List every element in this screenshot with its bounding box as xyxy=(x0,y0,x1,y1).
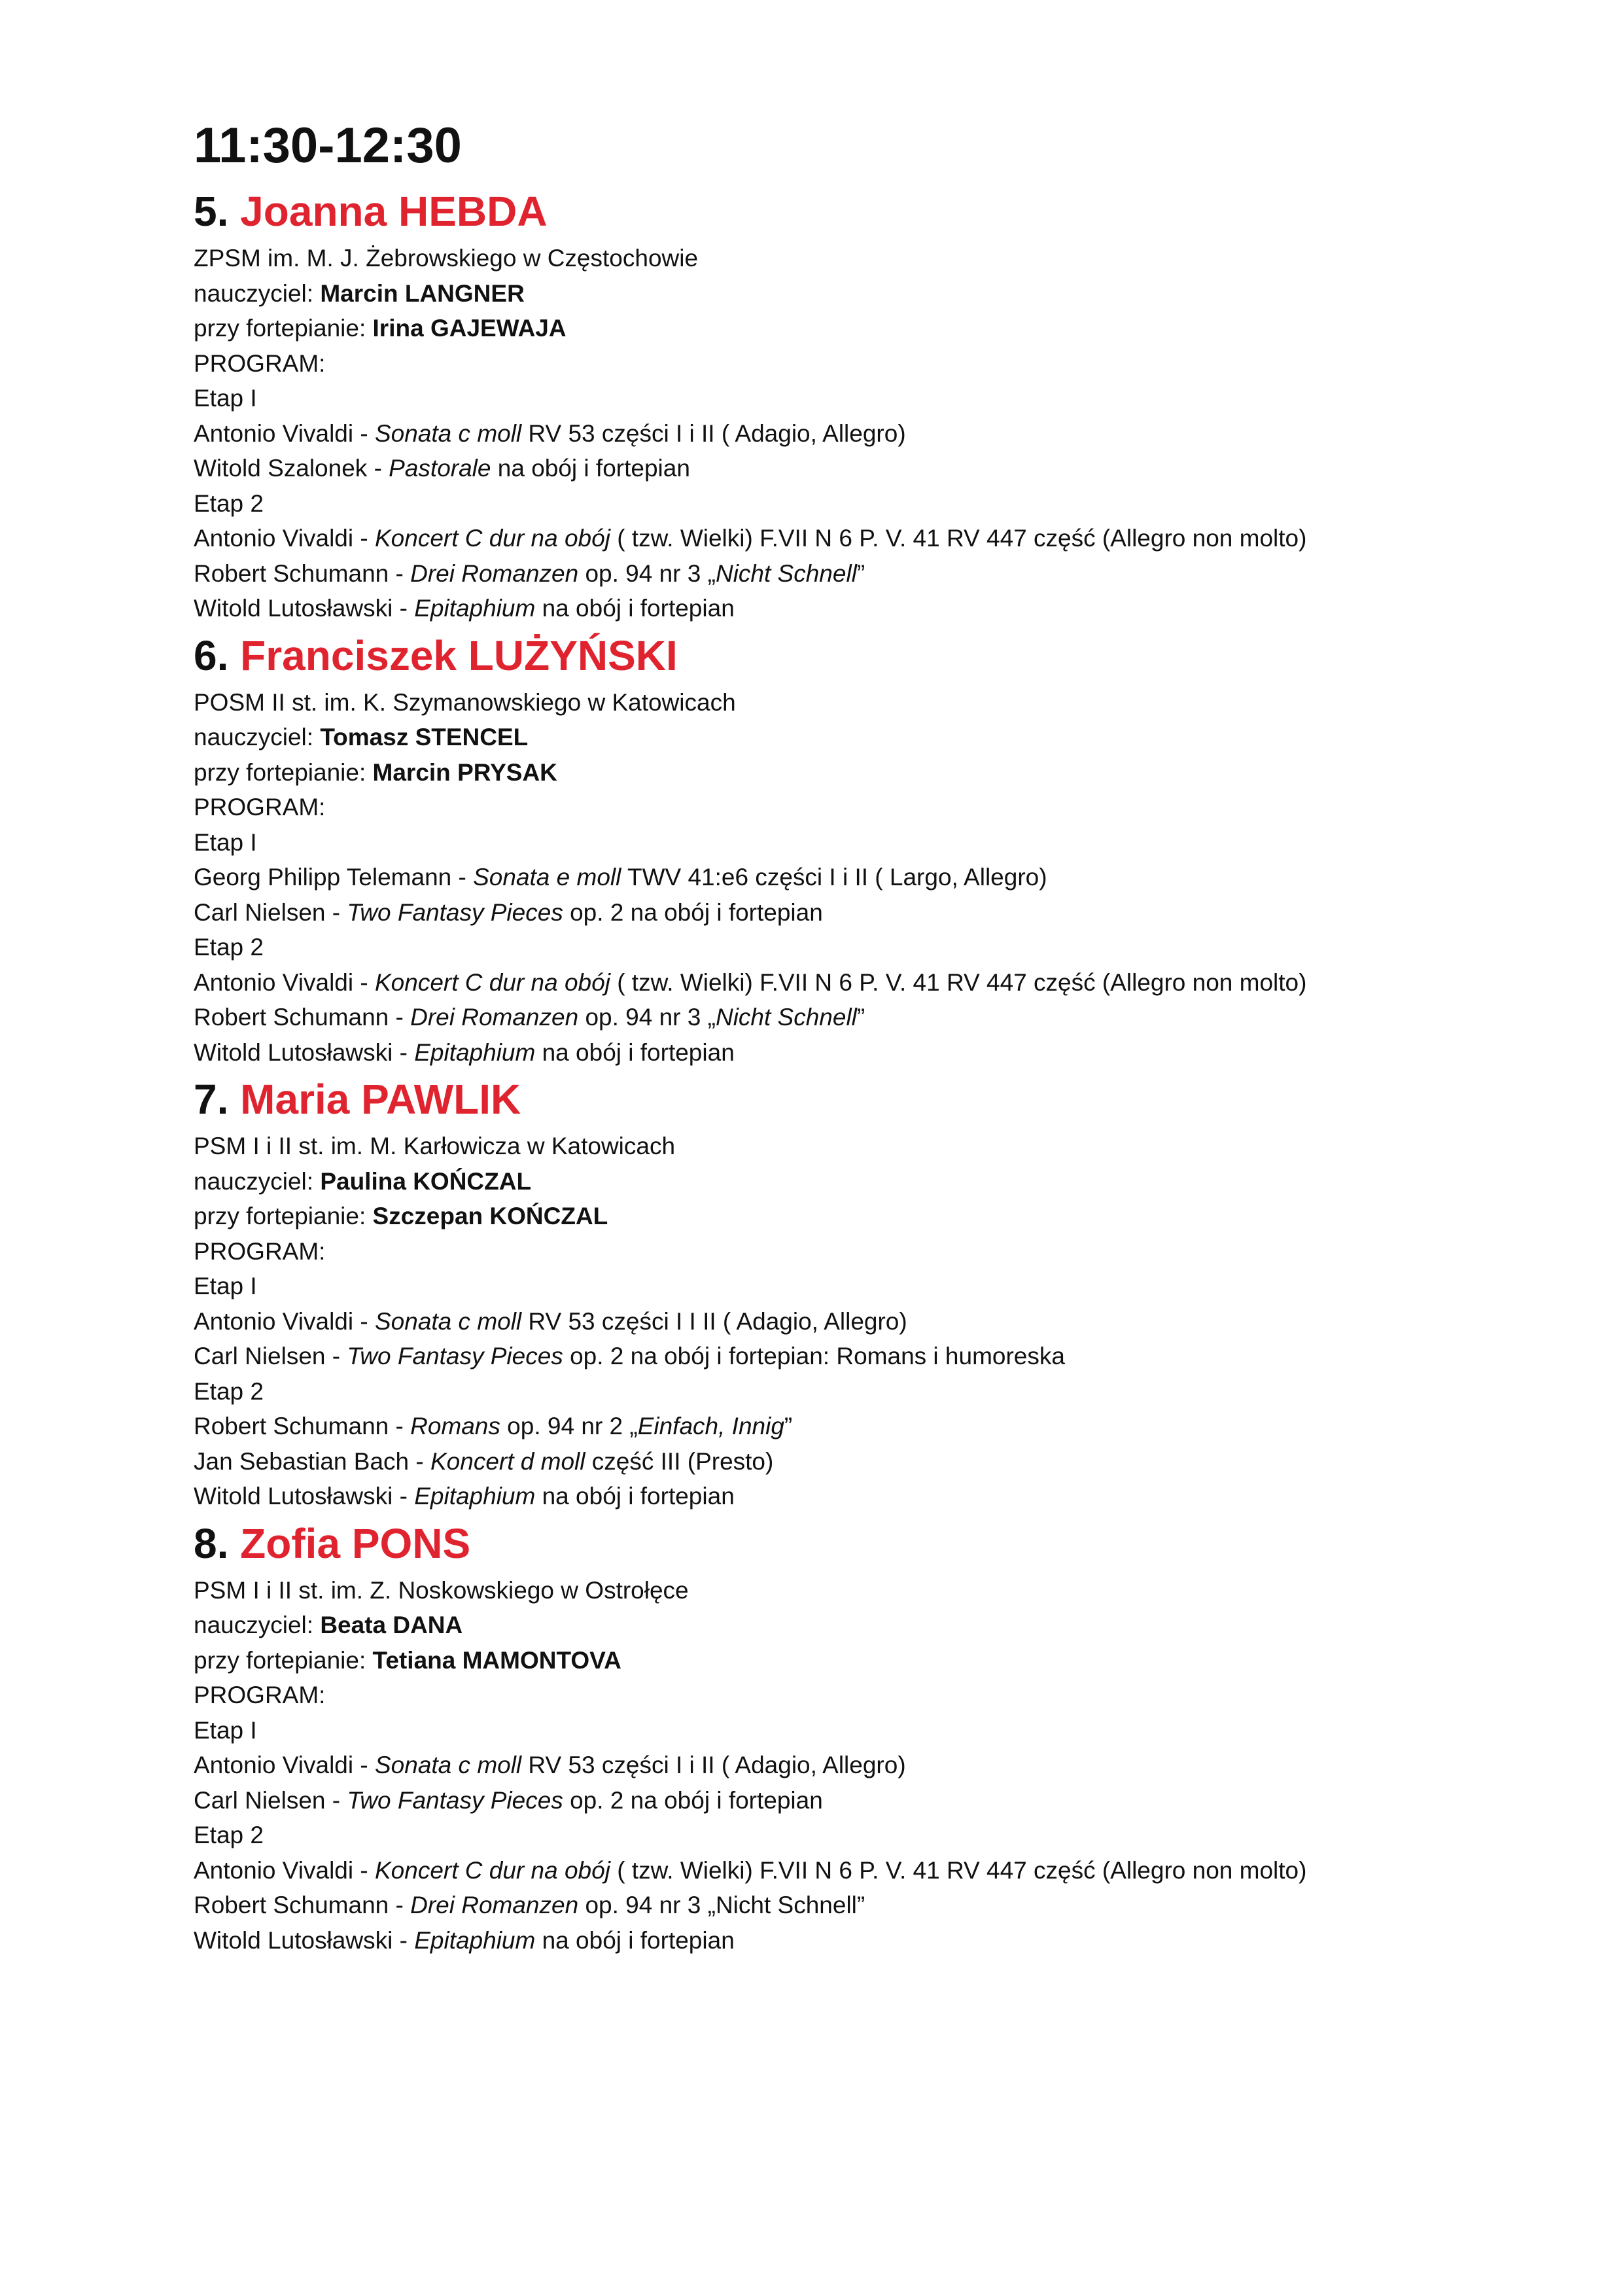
teacher-name: Paulina KOŃCZAL xyxy=(320,1167,532,1195)
pianist-name: Irina GAJEWAJA xyxy=(372,315,567,342)
piece-composer: Antonio Vivaldi - xyxy=(194,1307,375,1335)
pianist-label: przy fortepianie: xyxy=(194,758,373,786)
piece-composer: Antonio Vivaldi - xyxy=(194,1752,375,1778)
program-piece xyxy=(194,556,1437,592)
piece-composer: Witold Lutosławski - xyxy=(194,595,415,622)
program-piece xyxy=(194,895,1437,930)
program-piece xyxy=(194,1339,1437,1374)
piece-details: na obój i fortepian xyxy=(491,455,690,482)
piece-details: ( tzw. Wielki) F.VII N 6 P. V. 41 RV 447 część (Allegro non molto) xyxy=(610,525,1307,552)
performer-entry xyxy=(194,1070,1437,1514)
teacher-label: nauczyciel: xyxy=(194,1167,321,1195)
program-piece xyxy=(194,1409,1437,1444)
piece-title: Epitaphium xyxy=(414,595,536,622)
piece-title: Koncert C dur na obój xyxy=(374,525,610,552)
piece-composer: Witold Lutosławski - xyxy=(194,1926,415,1954)
piece-details: op. 94 nr 2 „ xyxy=(500,1413,638,1439)
piece-details: na obój i fortepian xyxy=(535,1038,735,1066)
school-name: PSM I i II st. im. Z. Noskowskiego w Ostrołęce xyxy=(194,1576,689,1604)
piece-title: Epitaphium xyxy=(414,1038,536,1066)
piece-composer: Robert Schumann - xyxy=(194,1413,411,1439)
piece-closing-quote: ” xyxy=(856,1004,865,1031)
stage-1-label: Etap I xyxy=(194,1273,257,1299)
piece-title: Koncert d moll xyxy=(430,1447,585,1475)
piece-title: Two Fantasy Pieces xyxy=(347,898,563,926)
piece-details: op. 94 nr 3 „ xyxy=(578,559,716,587)
piece-title: Drei Romanzen xyxy=(410,1892,579,1918)
performer-number: 8. xyxy=(194,1519,229,1567)
piece-title: Drei Romanzen xyxy=(410,1004,579,1031)
teacher-label: nauczyciel: xyxy=(194,724,321,751)
teacher-line xyxy=(194,1164,1437,1199)
pianist-label: przy fortepianie: xyxy=(194,315,373,342)
piece-details: op. 2 na obój i fortepian: Romans i humoreska xyxy=(563,1343,1065,1369)
piece-details: RV 53 części I i II ( Adagio, Allegro) xyxy=(521,419,906,447)
piece-composer: Jan Sebastian Bach - xyxy=(194,1447,430,1475)
piece-details: na obój i fortepian xyxy=(535,1483,735,1510)
performer-name: Joanna HEBDA xyxy=(240,188,548,235)
piece-closing-quote: ” xyxy=(856,559,865,587)
piece-details: TWV 41:e6 części I i II ( Largo, Allegro) xyxy=(621,864,1047,891)
piece-details: ( tzw. Wielki) F.VII N 6 P. V. 41 RV 447 część (Allegro non molto) xyxy=(610,1856,1307,1884)
piece-composer: Carl Nielsen - xyxy=(194,1786,347,1814)
piece-composer: Carl Nielsen - xyxy=(194,898,347,926)
program-piece xyxy=(194,860,1437,895)
stage-1-label: Etap I xyxy=(194,1716,257,1744)
pianist-line xyxy=(194,1199,1437,1234)
pianist-label: przy fortepianie: xyxy=(194,1646,373,1674)
program-piece xyxy=(194,1748,1437,1783)
piece-details: op. 94 nr 3 „ xyxy=(578,1004,716,1031)
piece-movement-title: Nicht Schnell xyxy=(715,1004,857,1031)
program-piece xyxy=(194,1444,1437,1479)
piece-details: op. 2 na obój i fortepian xyxy=(563,1786,823,1814)
piece-title: Sonata c moll xyxy=(374,1752,522,1778)
teacher-label: nauczyciel: xyxy=(194,279,321,307)
piece-details: op. 2 na obój i fortepian xyxy=(563,898,823,926)
piece-details: RV 53 części I i II ( Adagio, Allegro) xyxy=(521,1752,906,1778)
program-piece xyxy=(194,521,1437,556)
piece-title: Drei Romanzen xyxy=(410,559,579,587)
pianist-name: Szczepan KOŃCZAL xyxy=(372,1203,608,1229)
pianist-name: Marcin PRYSAK xyxy=(372,758,557,786)
piece-details: op. 94 nr 3 „Nicht Schnell” xyxy=(578,1892,865,1918)
performer-heading xyxy=(194,1070,1437,1129)
pianist-label: przy fortepianie: xyxy=(194,1203,373,1229)
piece-title: Sonata c moll xyxy=(374,419,522,447)
program-piece xyxy=(194,591,1437,626)
piece-composer: Witold Lutosławski - xyxy=(194,1038,415,1066)
school-name: ZPSM im. M. J. Żebrowskiego w Częstochowie xyxy=(194,245,699,272)
teacher-line xyxy=(194,276,1437,311)
program-piece xyxy=(194,965,1437,1000)
program-piece xyxy=(194,1304,1437,1339)
piece-composer: Georg Philipp Telemann - xyxy=(194,864,474,891)
program-piece xyxy=(194,1000,1437,1035)
pianist-line xyxy=(194,1643,1437,1678)
teacher-line xyxy=(194,1608,1437,1643)
piece-title: Epitaphium xyxy=(414,1926,536,1954)
program-piece xyxy=(194,1853,1437,1888)
piece-movement-title: Nicht Schnell xyxy=(715,559,857,587)
performer-number: 5. xyxy=(194,188,229,235)
program-label: PROGRAM: xyxy=(194,1682,326,1708)
school-name: POSM II st. im. K. Szymanowskiego w Katowicach xyxy=(194,688,736,716)
piece-details: na obój i fortepian xyxy=(535,1926,735,1954)
school-name: PSM I i II st. im. M. Karłowicza w Katowicach xyxy=(194,1133,676,1159)
program-piece xyxy=(194,1888,1437,1923)
piece-composer: Witold Szalonek - xyxy=(194,455,389,482)
performer-heading xyxy=(194,1514,1437,1573)
teacher-label: nauczyciel: xyxy=(194,1612,321,1638)
teacher-line xyxy=(194,720,1437,755)
performer-name: Zofia PONS xyxy=(240,1519,471,1567)
piece-details: RV 53 części I I II ( Adagio, Allegro) xyxy=(521,1307,907,1335)
program-label: PROGRAM: xyxy=(194,349,326,377)
piece-details: ( tzw. Wielki) F.VII N 6 P. V. 41 RV 447 część (Allegro non molto) xyxy=(610,968,1307,996)
stage-1-label: Etap I xyxy=(194,385,257,412)
stage-2-label: Etap 2 xyxy=(194,489,264,517)
pianist-name: Tetiana MAMONTOVA xyxy=(372,1646,621,1674)
program-piece xyxy=(194,1479,1437,1514)
piece-closing-quote: ” xyxy=(784,1413,793,1439)
piece-title: Romans xyxy=(410,1413,500,1439)
time-slot-heading: 11:30-12:30 xyxy=(194,118,462,173)
teacher-name: Marcin LANGNER xyxy=(320,279,525,307)
program-label: PROGRAM: xyxy=(194,794,326,821)
piece-title: Epitaphium xyxy=(414,1483,536,1510)
piece-title: Sonata e moll xyxy=(473,864,621,891)
performer-heading xyxy=(194,182,1437,241)
piece-composer: Witold Lutosławski - xyxy=(194,1483,415,1510)
pianist-line xyxy=(194,311,1437,346)
piece-composer: Robert Schumann - xyxy=(194,1892,411,1918)
piece-details: na obój i fortepian xyxy=(535,595,735,622)
program-label: PROGRAM: xyxy=(194,1237,326,1265)
piece-title: Two Fantasy Pieces xyxy=(347,1343,563,1369)
stage-2-label: Etap 2 xyxy=(194,1822,264,1848)
stage-2-label: Etap 2 xyxy=(194,934,264,961)
stage-1-label: Etap I xyxy=(194,828,257,856)
stage-2-label: Etap 2 xyxy=(194,1377,264,1405)
program-piece xyxy=(194,1923,1437,1958)
teacher-name: Tomasz STENCEL xyxy=(320,724,529,751)
schedule-page xyxy=(194,110,1437,1958)
performer-heading xyxy=(194,626,1437,685)
performer-entry xyxy=(194,626,1437,1070)
teacher-name: Beata DANA xyxy=(320,1612,463,1638)
piece-details: część III (Presto) xyxy=(585,1447,774,1475)
performer-entry xyxy=(194,1514,1437,1958)
piece-title: Pastorale xyxy=(389,455,491,482)
program-piece xyxy=(194,1035,1437,1070)
performer-entry xyxy=(194,182,1437,626)
performer-number: 7. xyxy=(194,1076,229,1123)
piece-composer: Antonio Vivaldi - xyxy=(194,525,375,552)
piece-movement-title: Einfach, Innig xyxy=(637,1413,784,1439)
program-piece xyxy=(194,451,1437,486)
program-piece xyxy=(194,1783,1437,1818)
pianist-line xyxy=(194,755,1437,790)
piece-composer: Robert Schumann - xyxy=(194,1004,411,1031)
performer-number: 6. xyxy=(194,631,229,679)
performer-name: Franciszek LUŻYŃSKI xyxy=(240,631,678,679)
piece-title: Koncert C dur na obój xyxy=(374,968,610,996)
piece-composer: Antonio Vivaldi - xyxy=(194,1856,375,1884)
piece-composer: Antonio Vivaldi - xyxy=(194,419,375,447)
performer-name: Maria PAWLIK xyxy=(240,1076,521,1123)
piece-composer: Robert Schumann - xyxy=(194,559,411,587)
piece-composer: Antonio Vivaldi - xyxy=(194,968,375,996)
piece-composer: Carl Nielsen - xyxy=(194,1343,347,1369)
piece-title: Koncert C dur na obój xyxy=(374,1856,610,1884)
piece-title: Sonata c moll xyxy=(374,1307,522,1335)
performer-list xyxy=(194,182,1437,1958)
program-piece xyxy=(194,416,1437,451)
piece-title: Two Fantasy Pieces xyxy=(347,1786,563,1814)
